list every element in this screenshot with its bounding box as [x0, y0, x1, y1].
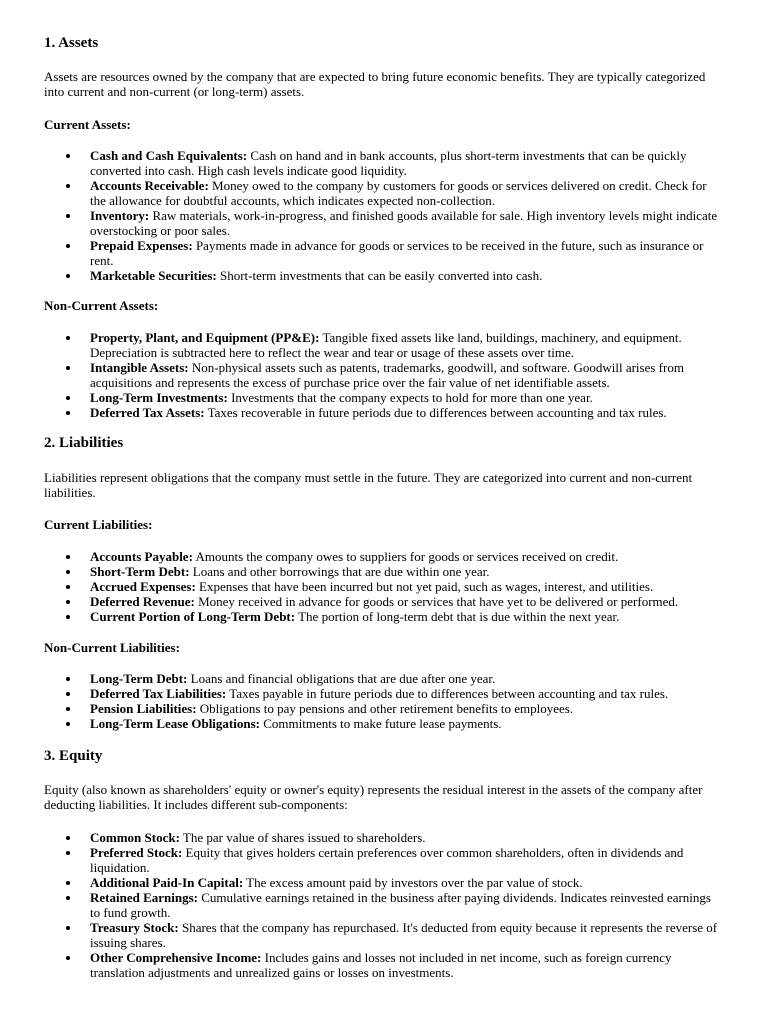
description: Cumulative earnings retained in the business after paying dividends. Indicates reinvested earnings to fund growth.	[90, 890, 711, 920]
description: Equity that gives holders certain preferences over common shareholders, often in dividends and liquidation.	[90, 845, 684, 875]
term: Retained Earnings:	[90, 890, 198, 905]
term: Inventory:	[90, 208, 150, 223]
list-item	[44, 549, 724, 564]
list-item	[44, 875, 724, 890]
assets-intro: Assets are resources owned by the company that are expected to bring future economic benefits. They are typically categorized into current and non-current (or long-term) assets.	[44, 69, 706, 99]
list-item	[44, 178, 724, 208]
current-assets-list	[44, 148, 724, 283]
equity-components-list	[44, 830, 724, 980]
description: Short-term investments that can be easily converted into cash.	[216, 268, 543, 283]
term: Cash and Cash Equivalents:	[90, 148, 248, 163]
section-heading-assets: 1. Assets	[44, 35, 99, 51]
term: Pension Liabilities:	[90, 701, 197, 716]
term: Additional Paid-In Capital:	[90, 875, 244, 890]
description: Tangible fixed assets like land, buildings, machinery, and equipment. Depreciation is subtracted here to reflect the wear and tear or usage of these assets over time.	[90, 330, 682, 360]
list-item	[44, 208, 724, 238]
description: Shares that the company has repurchased. It's deducted from equity because it represents the reverse of issuing shares.	[90, 920, 718, 950]
non-current-assets-list	[44, 330, 724, 420]
list-item	[44, 920, 724, 950]
term: Long-Term Debt:	[90, 671, 188, 686]
term: Deferred Tax Assets:	[90, 405, 205, 420]
term: Common Stock:	[90, 830, 180, 845]
description: Expenses that have been incurred but not yet paid, such as wages, interest, and utilities.	[195, 579, 654, 594]
non-current-liabilities-title: Non-Current Liabilities:	[44, 640, 180, 655]
description: The portion of long-term debt that is due within the next year.	[295, 609, 620, 624]
list-item	[44, 845, 724, 875]
list-item	[44, 268, 724, 283]
term: Prepaid Expenses:	[90, 238, 193, 253]
term: Deferred Tax Liabilities:	[90, 686, 227, 701]
description: Taxes payable in future periods due to differences between accounting and tax rules.	[226, 686, 669, 701]
list-item	[44, 360, 724, 390]
description: Raw materials, work-in-progress, and finished goods available for sale. High inventory levels might indicate overstocking or poor sales.	[90, 208, 718, 238]
non-current-assets-title: Non-Current Assets:	[44, 298, 159, 313]
description: Taxes recoverable in future periods due to differences between accounting and tax rules.	[204, 405, 667, 420]
list-item	[44, 716, 724, 731]
equity-intro: Equity (also known as shareholders' equity or owner's equity) represents the residual interest in the assets of the company after deducting liabilities. It includes different sub-components:	[44, 782, 703, 812]
term: Long-Term Lease Obligations:	[90, 716, 260, 731]
list-item	[44, 830, 724, 845]
description: Non-physical assets such as patents, trademarks, goodwill, and software. Goodwill arises from acquisitions and represents the excess of purchase price over the fair value of net identifiable assets.	[90, 360, 684, 390]
section-heading-equity: 3. Equity	[44, 748, 103, 764]
description: Commitments to make future lease payments.	[259, 716, 502, 731]
current-liabilities-list	[44, 549, 724, 624]
list-item	[44, 701, 724, 716]
description: Money owed to the company by customers for goods or services delivered on credit. Check for the allowance for doubtful accounts, which indicates expected non-collection.	[90, 178, 707, 208]
description: Payments made in advance for goods or services to be received in the future, such as insurance or rent.	[90, 238, 704, 268]
term: Marketable Securities:	[90, 268, 217, 283]
description: The excess amount paid by investors over the par value of stock.	[243, 875, 583, 890]
list-item	[44, 330, 724, 360]
term: Other Comprehensive Income:	[90, 950, 262, 965]
description: Loans and other borrowings that are due within one year.	[189, 564, 490, 579]
term: Long-Term Investments:	[90, 390, 228, 405]
term: Accrued Expenses:	[90, 579, 196, 594]
list-item	[44, 609, 724, 624]
term: Current Portion of Long-Term Debt:	[90, 609, 296, 624]
liabilities-intro: Liabilities represent obligations that the company must settle in the future. They are categorized into current and non-current liabilities.	[44, 470, 693, 500]
description: Money received in advance for goods or services that have yet to be delivered or performed.	[194, 594, 679, 609]
description: Loans and financial obligations that are due after one year.	[187, 671, 496, 686]
description: Amounts the company owes to suppliers for goods or services received on credit.	[192, 549, 619, 564]
non-current-liabilities-list	[44, 671, 724, 731]
term: Treasury Stock:	[90, 920, 179, 935]
description: Investments that the company expects to hold for more than one year.	[227, 390, 593, 405]
term: Short-Term Debt:	[90, 564, 190, 579]
description: Obligations to pay pensions and other retirement benefits to employees.	[196, 701, 574, 716]
list-item	[44, 671, 724, 686]
term: Preferred Stock:	[90, 845, 183, 860]
list-item	[44, 594, 724, 609]
description: Includes gains and losses not included in net income, such as foreign currency translation adjustments and unrealized gains or losses on investments.	[90, 950, 672, 980]
list-item	[44, 390, 724, 405]
description: Cash on hand and in bank accounts, plus short-term investments that can be quickly converted into cash. High cash levels indicate good liquidity.	[90, 148, 687, 178]
list-item	[44, 686, 724, 701]
term: Accounts Receivable:	[90, 178, 209, 193]
term: Accounts Payable:	[90, 549, 193, 564]
current-liabilities-title: Current Liabilities:	[44, 517, 153, 532]
list-item	[44, 238, 724, 268]
current-assets-title: Current Assets:	[44, 117, 131, 132]
description: The par value of shares issued to shareholders.	[179, 830, 426, 845]
list-item	[44, 564, 724, 579]
term: Intangible Assets:	[90, 360, 189, 375]
term: Property, Plant, and Equipment (PP&E):	[90, 330, 320, 345]
list-item	[44, 890, 724, 920]
list-item	[44, 148, 724, 178]
list-item	[44, 579, 724, 594]
term: Deferred Revenue:	[90, 594, 195, 609]
list-item	[44, 950, 724, 980]
section-heading-liabilities: 2. Liabilities	[44, 435, 124, 451]
list-item	[44, 405, 724, 420]
